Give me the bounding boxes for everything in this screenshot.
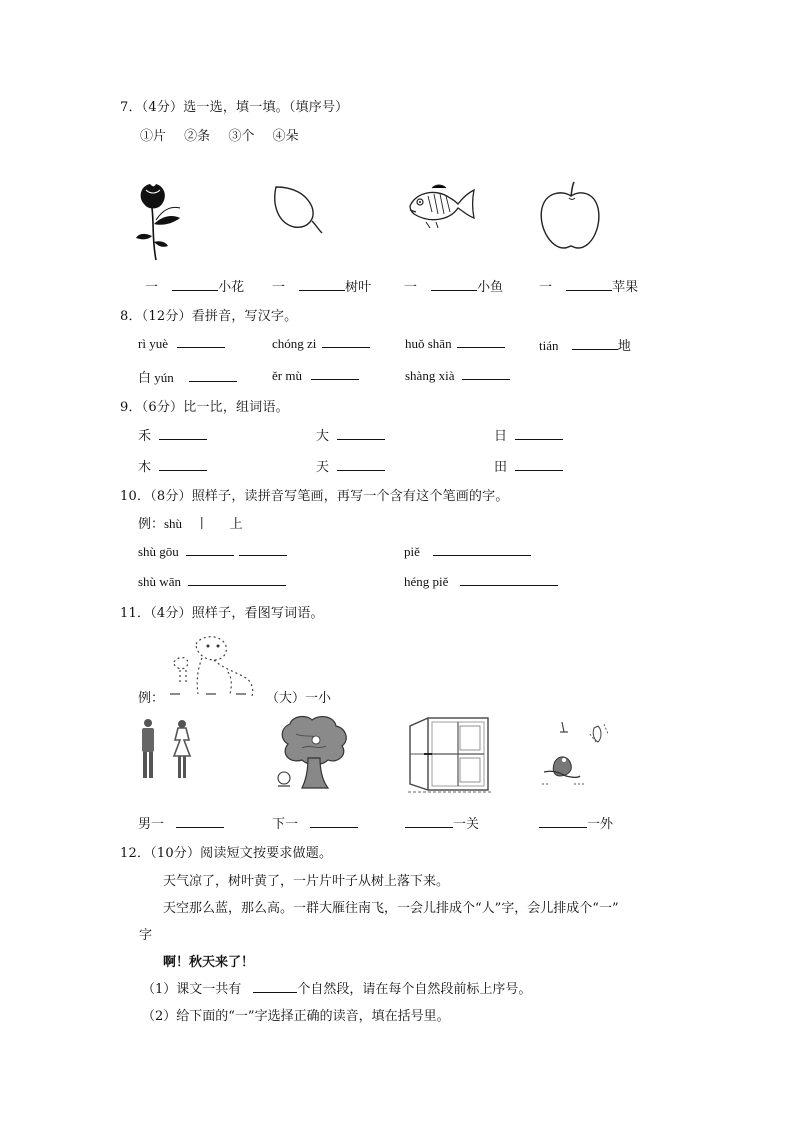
bird-icon (538, 720, 614, 790)
q11-example-label: 例： (138, 691, 165, 706)
q9-item-2: 大 (316, 425, 385, 444)
q10-title: 10．（8分）照样子，读拼音写笔画，再写一个含有这个笔画的字。 (120, 489, 509, 504)
q8-pinyin-7: shàng xià (405, 367, 510, 384)
q7-option-2: ②条 (184, 129, 211, 144)
q7-title: 7．（4分）选一选，填一填。（填序号） (120, 100, 349, 115)
q12-paragraph-3: 啊！秋天来了！ (163, 955, 255, 970)
q11-item-3: 一关 (405, 813, 479, 832)
q8-title: 8．（12分）看拼音，写汉字。 (120, 309, 298, 324)
q7-item-1: 一 小花 (145, 280, 245, 295)
q9-blank-4[interactable] (159, 458, 207, 471)
q9-blank-6[interactable] (515, 458, 563, 471)
q11-blank-4[interactable] (539, 815, 587, 828)
q11-item-4: 一外 (539, 813, 613, 832)
q12-sub-1: （1）课文一共有 个自然段，请在每个自然段前标上序号。 (142, 982, 532, 997)
q8-pinyin-2: chóng zi (272, 335, 370, 352)
q9-item-3: 日 (494, 425, 563, 444)
q8-blank-2[interactable] (322, 335, 370, 348)
q10-item-3: shù wān (138, 573, 286, 590)
rose-icon (132, 180, 192, 262)
tree-icon (276, 714, 352, 792)
q7-option-3: ③个 (228, 129, 255, 144)
q7-item-4: 一 苹果 (539, 280, 639, 295)
q7-blank-1[interactable] (172, 278, 218, 291)
q7-blank-2[interactable] (299, 278, 345, 291)
q12-paragraph-2-cont: 字 (139, 928, 153, 943)
q12-title: 12．（10分）阅读短文按要求做题。 (120, 846, 333, 861)
q12-paragraph-2: 天空那么蓝，那么高。一群大雁往南飞，一会儿排成个“人”字，会儿排成个“一” (163, 901, 619, 916)
man-woman-icon (136, 718, 196, 780)
q8-blank-3[interactable] (457, 335, 505, 348)
q9-item-1: 禾 (138, 425, 207, 444)
q7-option-1: ①片 (140, 129, 167, 144)
q11-blank-1[interactable] (176, 815, 224, 828)
q7-item-2: 一 树叶 (272, 280, 372, 295)
q11-title: 11．（4分）照样子，看图写词语。 (120, 606, 324, 621)
q7-options (140, 125, 312, 144)
q10-blank-3[interactable] (188, 573, 286, 586)
q8-blank-7[interactable] (462, 367, 510, 380)
q8-pinyin-1: rì yuè (138, 335, 225, 352)
q12-paragraph-1: 天气凉了，树叶黄了，一片片叶子从树上落下来。 (163, 874, 450, 889)
q9-blank-3[interactable] (515, 427, 563, 440)
q9-item-4: 木 (138, 456, 207, 475)
q11-blank-3[interactable] (405, 815, 453, 828)
q8-pinyin-5: 白 yún (138, 367, 237, 386)
q9-blank-5[interactable] (337, 458, 385, 471)
q9-title: 9．（6分）比一比，组词语。 (120, 400, 289, 415)
q8-blank-4[interactable] (572, 337, 618, 350)
q10-item-1: shù gōu (138, 543, 287, 560)
q10-item-2: piě (404, 543, 531, 560)
fish-icon (406, 182, 476, 232)
q7-item-3: 一 小鱼 (404, 280, 504, 295)
q7-option-4: ④朵 (272, 129, 299, 144)
q10-blank-1b[interactable] (239, 543, 287, 556)
q12-sub-2: （2）给下面的“一”字选择正确的读音，填在括号里。 (142, 1009, 450, 1024)
q12-blank-1[interactable] (253, 980, 297, 993)
q8-blank-5[interactable] (189, 369, 237, 382)
q10-blank-2[interactable] (433, 543, 531, 556)
apple-icon (538, 180, 604, 252)
q9-item-5: 天 (316, 456, 385, 475)
q8-pinyin-3: huǒ shān (405, 335, 505, 352)
q8-blank-1[interactable] (177, 335, 225, 348)
q9-blank-2[interactable] (337, 427, 385, 440)
window-icon (406, 714, 494, 796)
q7-blank-3[interactable] (431, 278, 477, 291)
q10-blank-4[interactable] (460, 573, 558, 586)
q10-item-4: héng piě (404, 573, 558, 590)
q9-item-6: 田 (494, 456, 563, 475)
q8-pinyin-6: ěr mù (272, 367, 359, 384)
leaf-icon (270, 183, 326, 235)
q7-blank-4[interactable] (566, 278, 612, 291)
q10-blank-1a[interactable] (186, 543, 234, 556)
example-animals-icon (166, 632, 270, 698)
q9-blank-1[interactable] (159, 427, 207, 440)
q11-item-2: 下一 (272, 813, 358, 832)
q11-example-text: （大）一小 (266, 691, 332, 706)
q8-blank-6[interactable] (311, 367, 359, 380)
q10-example: 例：shù 丨 上 (138, 516, 243, 531)
q8-pinyin-4: tián 地 (539, 338, 631, 353)
q11-item-1: 男一 (138, 813, 224, 832)
q11-blank-2[interactable] (310, 815, 358, 828)
